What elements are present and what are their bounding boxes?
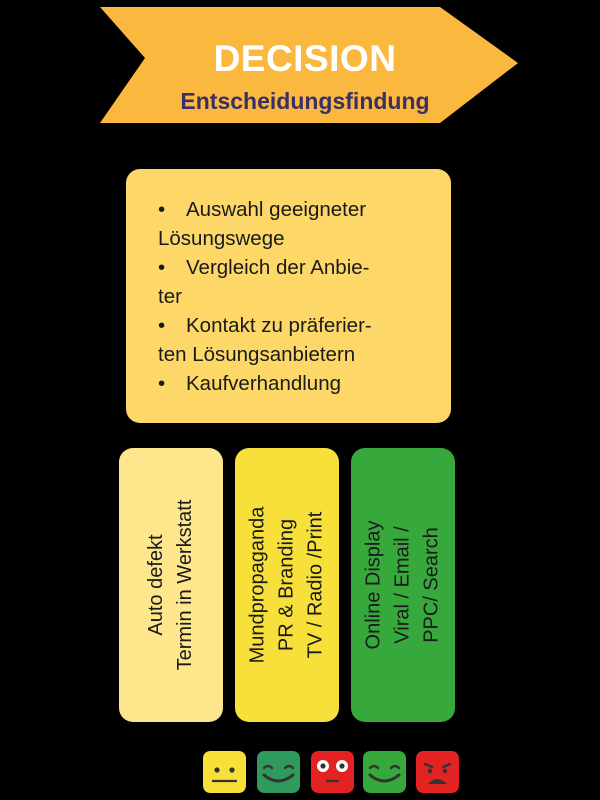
touchpoint-column-online: [351, 448, 455, 722]
column-line: Viral / Email /: [391, 526, 414, 644]
touchpoint-column-trigger: [119, 448, 223, 722]
stage-title: DECISION: [213, 38, 397, 79]
surprised-face-icon: [311, 751, 354, 793]
neutral-face-icon: [203, 751, 246, 793]
column-line: TV / Radio /Print: [304, 511, 327, 659]
angry-face-icon: [416, 751, 459, 793]
column-line: Online Display: [362, 520, 385, 650]
list-item: • Auswahl geeigneter Lösungswege: [158, 195, 431, 253]
stage-subtitle: Entscheidungsfindung: [180, 88, 430, 114]
column-line: PPC/ Search: [420, 527, 443, 643]
activities-list: [158, 195, 431, 398]
column-line: Auto defekt: [145, 534, 167, 636]
column-line: Mundpropaganda: [246, 506, 269, 664]
touchpoint-column-offline: [235, 448, 339, 722]
activities-box: [126, 169, 451, 423]
bullet-icon: •: [158, 198, 166, 221]
bullet-icon: •: [158, 372, 166, 395]
list-item: • Kontakt zu präferier- ten Lösungsanbietern: [158, 311, 431, 369]
column-line: PR & Branding: [275, 518, 298, 652]
list-item: • Kaufverhandlung: [158, 369, 431, 398]
bullet-icon: •: [158, 256, 166, 279]
happy-face-icon: [363, 751, 406, 793]
happy-face-icon: [257, 751, 300, 793]
list-item: • Vergleich der Anbie- ter: [158, 253, 431, 311]
bullet-icon: •: [158, 314, 166, 337]
column-line: Termin in Werkstatt: [174, 499, 196, 671]
